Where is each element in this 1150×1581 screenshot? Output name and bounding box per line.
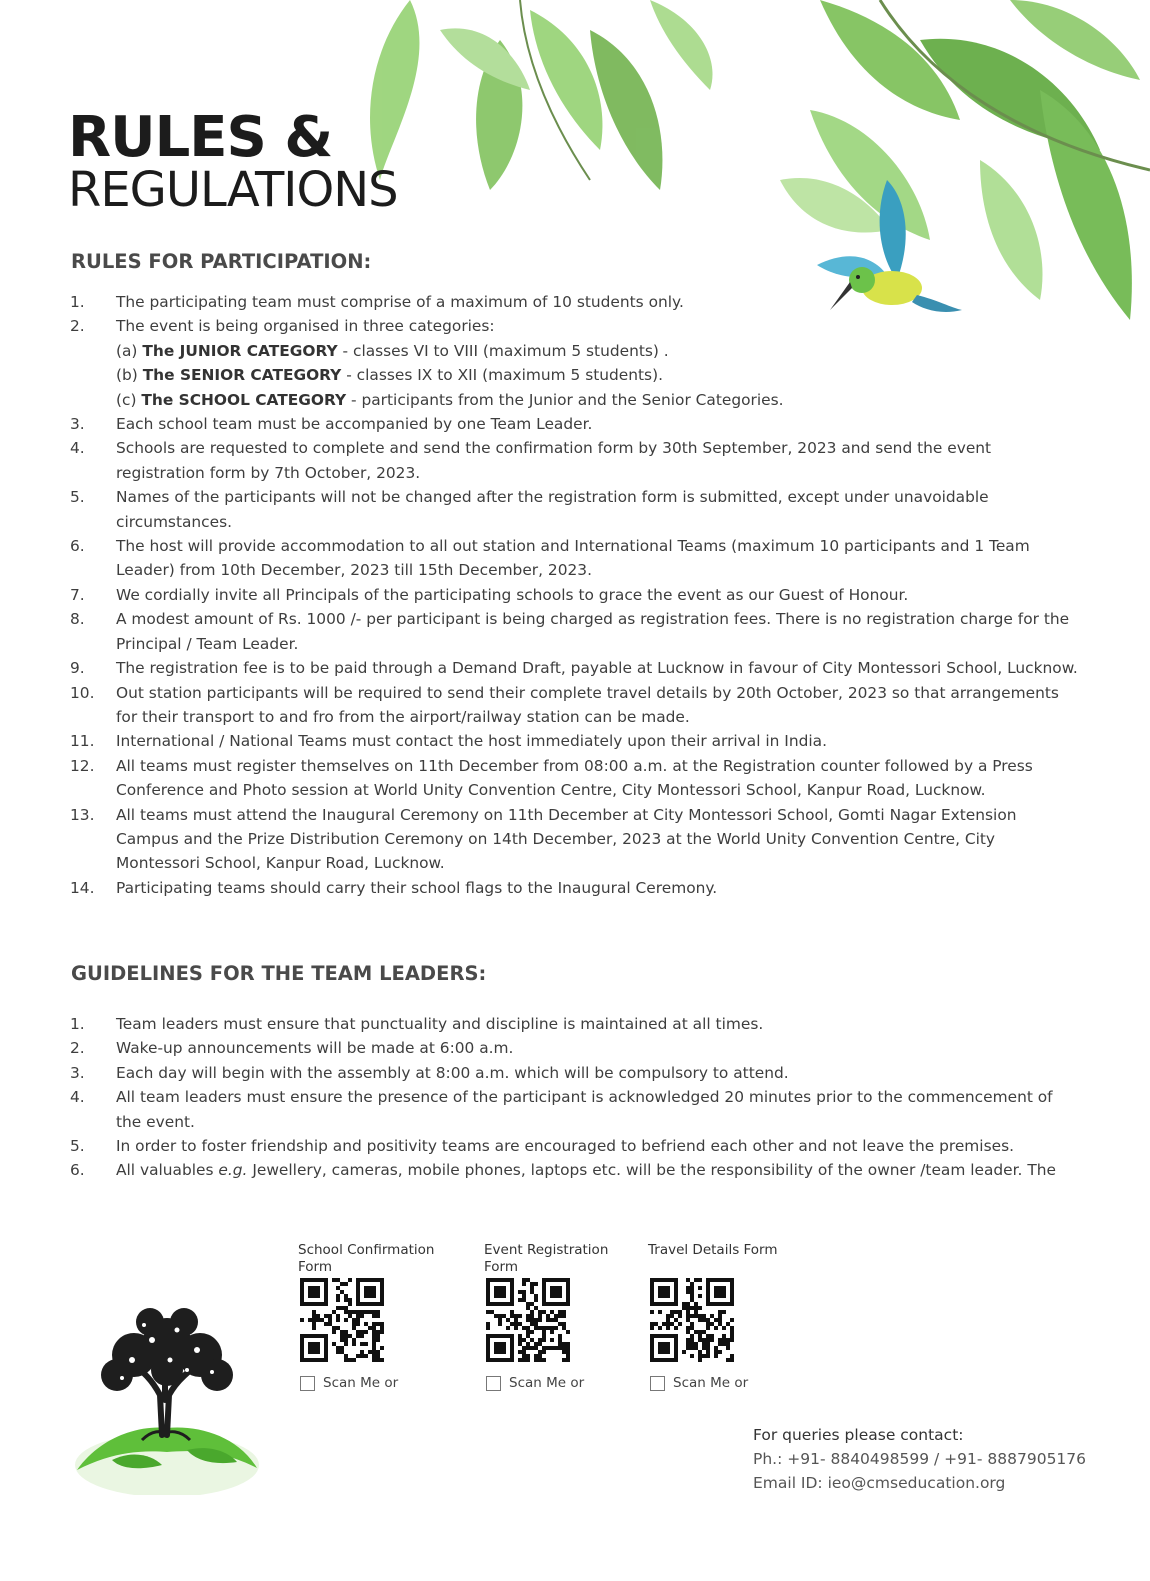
list-item: 5. In order to foster friendship and positivity teams are encouraged to befriend each other and not leave the premises. xyxy=(70,1137,1014,1156)
title-line-2: REGULATIONS xyxy=(68,162,398,218)
list-item: 8. A modest amount of Rs. 1000 /- per participant is being charged as registration fees. There is no registration charge for the Principal / Team Leader. xyxy=(70,610,1070,653)
list-item: 7. We cordially invite all Principals of the participating schools to grace the event as our Guest of Honour. xyxy=(70,585,909,604)
contact-phone[interactable]: Ph.: +91- 8840498599 / +91- 8887905176 xyxy=(753,1450,1087,1468)
list-item: 2. The event is being organised in three categories: (a) The JUNIOR CATEGORY - classes VI to VIII (maximum 5 students) . (b) The SENIOR CATEGORY - classes IX to XII (maximum 5 students). (c) The SCHOOL CATEGORY - participants from the Junior and the Senior Categories. xyxy=(70,314,1080,412)
list-item: 4. All team leaders must ensure the presence of the participant is acknowledged 20 minutes prior to the commencement of the event. xyxy=(70,1088,1053,1131)
contact-email[interactable]: Email ID: ieo@cmseducation.org xyxy=(753,1474,1006,1492)
qr-code-icon[interactable] xyxy=(486,1278,570,1362)
checkbox-icon[interactable] xyxy=(650,1376,665,1391)
qr-scan-row[interactable]: Scan Me or xyxy=(298,1375,448,1391)
list-item: 9. The registration fee is to be paid through a Demand Draft, payable at Lucknow in favour of City Montessori School, Lucknow. xyxy=(70,659,1078,678)
list-item: 6. All valuables e.g. Jewellery, cameras, mobile phones, laptops etc. will be the responsibility of the owner /team leader. The xyxy=(70,1161,1056,1180)
qr-code-icon[interactable] xyxy=(300,1278,384,1362)
participation-heading: RULES FOR PARTICIPATION: xyxy=(71,250,372,273)
list-item: 10. Out station participants will be required to send their complete travel details by 20th October, 2023 so that arrangements for their transport to and fro from the airport/railway station can be made. xyxy=(70,683,1059,726)
category-school: (c) The SCHOOL CATEGORY - participants from the Junior and the Senior Categories. xyxy=(116,390,784,409)
qr-event-registration[interactable] xyxy=(484,1242,634,1391)
guidelines-heading: GUIDELINES FOR THE TEAM LEADERS: xyxy=(71,962,487,985)
list-item: 12. All teams must register themselves on 11th December from 08:00 a.m. at the Registration counter followed by a Press Conference and Photo session at World Unity Convention Centre, City Montessori School, Kanpur Road, Lucknow. xyxy=(70,756,1033,800)
category-senior: (b) The SENIOR CATEGORY - classes IX to XII (maximum 5 students). xyxy=(116,366,663,385)
qr-scan-row[interactable]: Scan Me or xyxy=(484,1375,634,1391)
leaves-decoration-left xyxy=(350,0,770,200)
list-item: 5. Names of the participants will not be changed after the registration form is submitted, except under unavoidable circumstances. xyxy=(70,488,989,531)
contact-info xyxy=(753,1423,1086,1495)
list-item: 3. Each day will begin with the assembly at 8:00 a.m. which will be compulsory to attend. xyxy=(70,1063,789,1082)
list-item: 13. All teams must attend the Inaugural Ceremony on 11th December at City Montessori School, Gomti Nagar Extension Campus and the Prize Distribution Ceremony on 14th December, 2023 at the World Unity Convention Centre, City Montessori School, Kanpur Road, Lucknow. xyxy=(70,805,1017,873)
list-item: 6. The host will provide accommodation to all out station and International Teams (maximum 10 participants and 1 Team Leader) from 10th December, 2023 till 15th December, 2023. xyxy=(70,537,1030,580)
list-item: 14. Participating teams should carry their school flags to the Inaugural Ceremony. xyxy=(70,878,718,897)
checkbox-icon[interactable] xyxy=(300,1376,315,1391)
list-item: 11. International / National Teams must contact the host immediately upon their arrival in India. xyxy=(70,732,827,751)
list-item: 3. Each school team must be accompanied by one Team Leader. xyxy=(70,415,593,434)
qr-school-confirmation[interactable] xyxy=(298,1242,448,1391)
checkbox-icon[interactable] xyxy=(486,1376,501,1391)
qr-label: Travel Details Form xyxy=(648,1242,778,1258)
participation-rules-list xyxy=(70,290,1080,900)
list-item: 2. Wake-up announcements will be made at 6:00 a.m. xyxy=(70,1039,514,1058)
list-item: 1. Team leaders must ensure that punctuality and discipline is maintained at all times. xyxy=(70,1015,764,1033)
qr-scan-row[interactable]: Scan Me or xyxy=(648,1375,798,1391)
contact-title: For queries please contact: xyxy=(753,1426,964,1444)
guidelines-list xyxy=(70,1012,1080,1183)
category-junior: (a) The JUNIOR CATEGORY - classes VI to VIII (maximum 5 students) . xyxy=(116,341,669,360)
qr-label: Event Registration Form xyxy=(484,1242,609,1275)
title-line-1: RULES & xyxy=(68,105,333,170)
list-item: 1. The participating team must comprise of a maximum of 10 students only. xyxy=(70,293,684,311)
qr-label: School Confirmation Form xyxy=(298,1242,435,1275)
qr-code-icon[interactable] xyxy=(650,1278,734,1362)
list-item: 4. Schools are requested to complete and send the confirmation form by 30th September, 2023 and send the event registration form by 7th October, 2023. xyxy=(70,439,992,482)
qr-travel-details[interactable] xyxy=(648,1242,798,1391)
tree-globe-logo xyxy=(72,1300,262,1495)
